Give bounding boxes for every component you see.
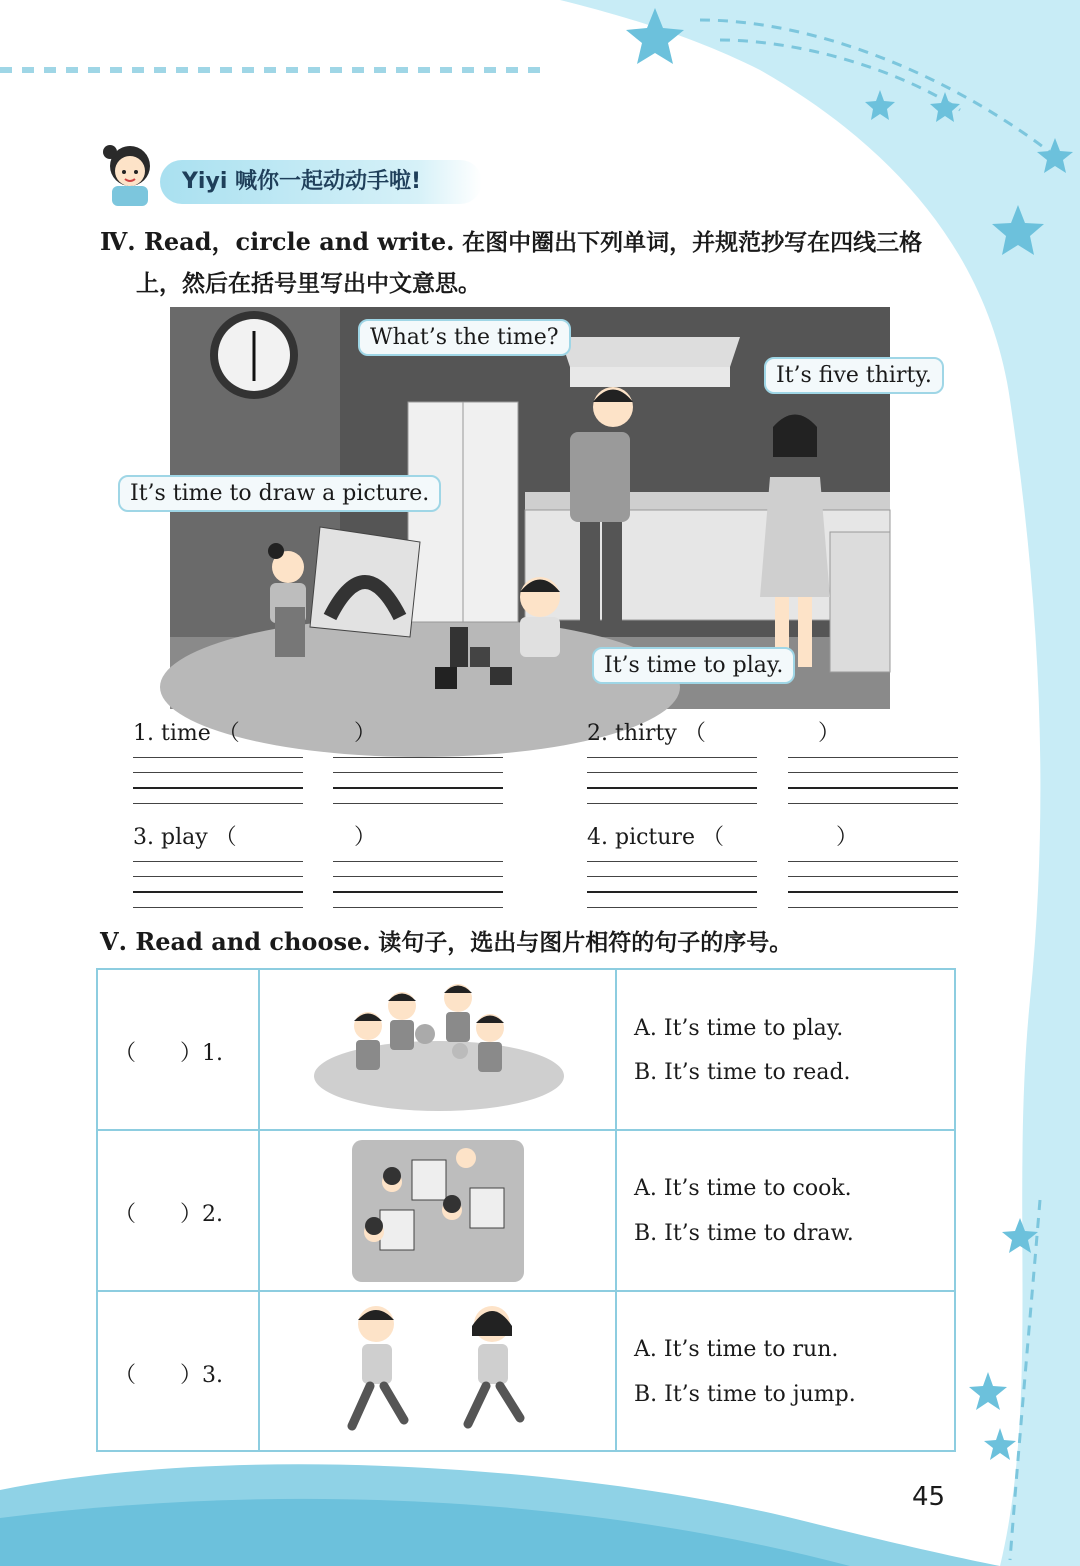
four-line-grid[interactable] (333, 861, 503, 907)
word-item (587, 716, 706, 747)
answer-blank[interactable]: （ ）1. (114, 1041, 223, 1066)
kitchen-scene-illustration (130, 307, 932, 709)
bubble-draw-picture: It’s time to draw a picture. (118, 475, 441, 512)
section5-heading (100, 922, 792, 963)
section4-instruction-line1: 在图中圈出下列单词，并规范抄写在四线三格 (462, 230, 923, 256)
section4-heading (100, 222, 980, 263)
option-a: A. It’s time to cook. (634, 1176, 852, 1201)
picture-children-running (336, 1300, 546, 1446)
paren-close: ） (354, 721, 377, 746)
word-item (133, 820, 237, 851)
word-item (587, 820, 724, 851)
option-b: B. It’s time to read. (634, 1060, 851, 1085)
word-label: 4. picture (587, 825, 695, 850)
option-a: A. It’s time to play. (634, 1016, 844, 1041)
bubble-what-time: What’s the time? (358, 319, 571, 356)
word-label: 3. play (133, 825, 208, 850)
paren-open: （ (217, 721, 240, 746)
picture-children-drawing (352, 1140, 524, 1282)
four-line-grid[interactable] (788, 757, 958, 803)
word-label: 1. time (133, 721, 211, 746)
bubble-five-thirty: It’s five thirty. (764, 357, 944, 394)
paren-close: ） (354, 825, 377, 850)
answer-blank[interactable]: （ ）2. (114, 1202, 223, 1227)
four-line-grid[interactable] (788, 861, 958, 907)
four-line-grid[interactable] (133, 861, 303, 907)
four-line-grid[interactable] (587, 861, 757, 907)
four-line-grid[interactable] (587, 757, 757, 803)
word-item (133, 716, 240, 747)
option-b: B. It’s time to draw. (634, 1221, 854, 1246)
four-line-grid[interactable] (133, 757, 303, 803)
word-label: 2. thirty (587, 721, 677, 746)
girl-avatar (96, 138, 166, 210)
picture-children-playing (310, 976, 568, 1116)
answer-blank[interactable]: （ ）3. (114, 1363, 223, 1388)
bubble-play: It’s time to play. (592, 647, 795, 684)
paren-open: （ (701, 825, 724, 850)
paren-open: （ (214, 825, 237, 850)
section4-instruction-line2: 上，然后在括号里写出中文意思。 (136, 271, 481, 297)
section5-label: Ⅴ. Read and choose. (100, 927, 371, 956)
paren-close: ） (836, 825, 859, 850)
option-b: B. It’s time to jump. (634, 1382, 856, 1407)
paren-open: （ (683, 721, 706, 746)
section-banner: Yiyi 喊你一起动动手啦! (160, 160, 482, 204)
section4-label: Ⅳ. Read，circle and write. (100, 227, 455, 256)
section5-instruction: 读句子，选出与图片相符的句子的序号。 (378, 930, 793, 956)
four-line-grid[interactable] (333, 757, 503, 803)
paren-close: ） (818, 721, 841, 746)
option-a: A. It’s time to run. (634, 1337, 839, 1362)
choose-table (96, 968, 956, 1452)
page-number: 45 (912, 1482, 946, 1512)
